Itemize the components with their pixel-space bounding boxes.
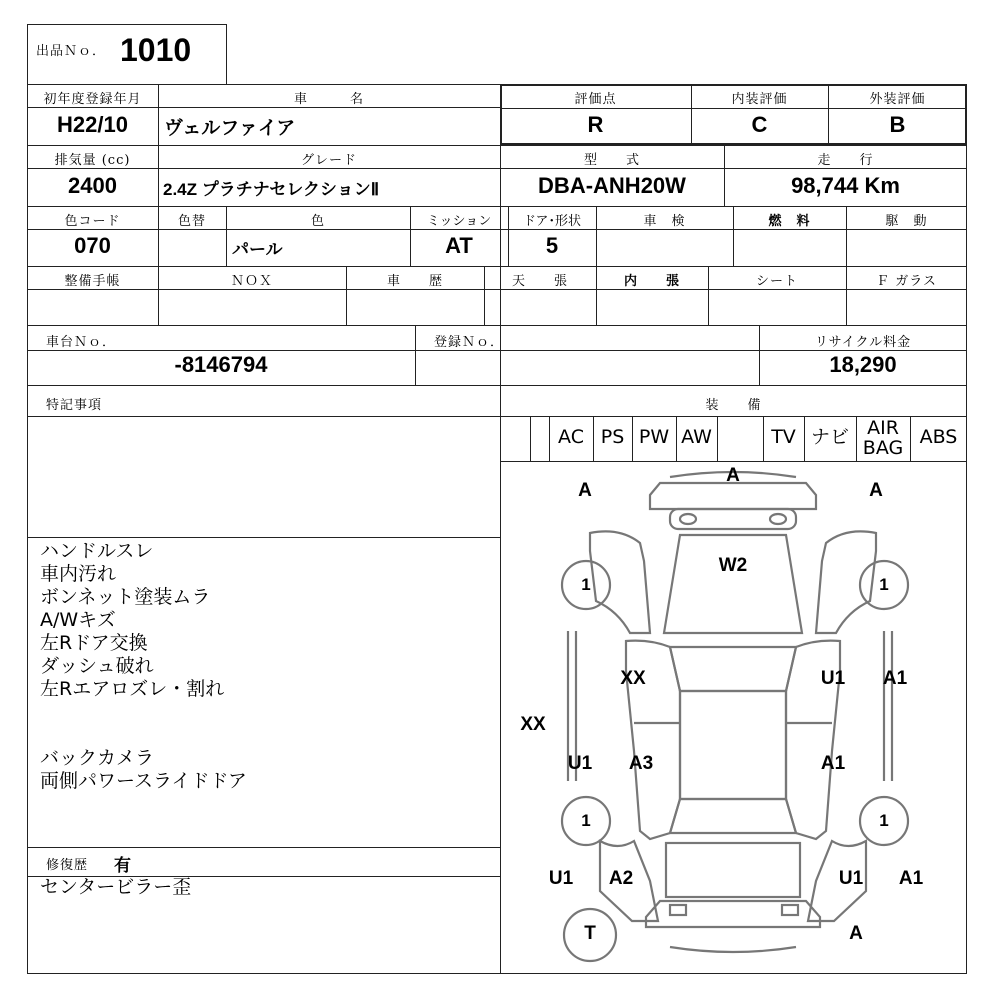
score-value: R xyxy=(587,112,604,137)
equipment-item: ABS xyxy=(919,426,958,448)
reg-date: H22/10 xyxy=(57,112,128,137)
recolor-label: 色替 xyxy=(177,214,206,229)
damage-mark: U1 xyxy=(820,668,846,689)
mission-label: ミッション xyxy=(426,214,492,229)
notes-label: 特記事項 xyxy=(46,398,103,413)
fuel-label: 燃 料 xyxy=(768,214,811,229)
note-line: 両側パワースライドドア xyxy=(40,770,247,792)
damage-mark: 1 xyxy=(879,575,889,594)
mileage-label: 走 行 xyxy=(817,153,874,168)
damage-mark: A3 xyxy=(628,753,654,774)
damage-mark: XX xyxy=(620,668,646,689)
damage-mark: 1 xyxy=(581,811,591,830)
damage-mark: U1 xyxy=(567,753,593,774)
note-line: ボンネット塗装ムラ xyxy=(40,586,211,608)
interior-grade: C xyxy=(751,112,768,137)
damage-mark: W2 xyxy=(718,555,748,576)
equipment-item: ナビ xyxy=(810,426,849,448)
inspection-label: 車 検 xyxy=(643,214,686,229)
door-label: ドア･形状 xyxy=(522,214,582,229)
repair-history: 有 xyxy=(114,856,131,875)
equipment-label: 装 備 xyxy=(705,398,762,413)
displacement-label: 排気量 (cc) xyxy=(54,153,131,168)
equipment-item: AW xyxy=(681,426,712,448)
damage-mark: A xyxy=(849,923,863,944)
front-glass-label: Ｆ ガラス xyxy=(876,274,937,289)
ceiling-label: 天 張 xyxy=(511,274,568,289)
recycle-fee: 18,290 xyxy=(829,352,897,377)
exterior-grade-label: 外装評価 xyxy=(869,92,926,107)
grade: 2.4Z プラチナセレクションⅡ xyxy=(163,180,380,199)
lot-number-label: 出品Ｎｏ． xyxy=(36,44,107,59)
drive-label: 駆 動 xyxy=(885,214,928,229)
recycle-fee-label: リサイクル料金 xyxy=(814,335,912,350)
equipment-item: PW xyxy=(638,426,670,448)
car-diagram xyxy=(500,461,967,973)
displacement: 2400 xyxy=(68,173,117,198)
note-line: ダッシュ破れ xyxy=(40,655,154,677)
lot-number: 1010 xyxy=(120,32,192,68)
interior-trim-label: 内 張 xyxy=(623,274,680,289)
repair-history-label: 修復歴 xyxy=(46,858,89,873)
color: パール xyxy=(232,240,283,259)
note-line: 左Rエアロズレ・割れ xyxy=(40,678,225,700)
interior-grade-label: 内装評価 xyxy=(731,92,788,107)
note-line xyxy=(40,724,247,747)
equipment-item: PS xyxy=(600,426,625,448)
car-name: ヴェルファイア xyxy=(164,118,296,139)
maintenance-record-label: 整備手帳 xyxy=(64,274,121,289)
damage-mark: 1 xyxy=(581,575,591,594)
damage-mark: A1 xyxy=(882,668,908,689)
seat-label: シート xyxy=(755,274,798,289)
exterior-grade: B xyxy=(889,112,906,137)
damage-mark: A1 xyxy=(820,753,846,774)
model-label: 型 式 xyxy=(583,153,640,168)
registration-no-label: 登録Ｎｏ． xyxy=(434,335,505,350)
chassis-no-label: 車台Ｎｏ． xyxy=(46,335,117,350)
color-label: 色 xyxy=(310,214,325,229)
damage-mark: 1 xyxy=(879,811,889,830)
note-line: バックカメラ xyxy=(40,747,155,769)
equipment-item: TV xyxy=(771,426,796,448)
damage-mark: A1 xyxy=(898,868,924,889)
note-line: 左Rドア交換 xyxy=(40,632,148,654)
note-line: ハンドルスレ xyxy=(40,540,154,562)
mission: AT xyxy=(445,233,473,258)
note-line: 車内汚れ xyxy=(40,563,117,585)
damage-mark: XX xyxy=(520,714,546,735)
mileage: 98,744 Km xyxy=(791,173,900,198)
damage-mark: A xyxy=(578,480,592,501)
damage-mark: A2 xyxy=(608,868,634,889)
damage-mark: A xyxy=(726,465,740,486)
damage-mark: U1 xyxy=(838,868,864,889)
note-line: A/Wキズ xyxy=(40,609,116,631)
color-code-label: 色コード xyxy=(64,214,121,229)
door: 5 xyxy=(545,233,559,258)
score-label: 評価点 xyxy=(574,92,617,107)
car-history-label: 車 歴 xyxy=(386,274,443,289)
reg-date-label: 初年度登録年月 xyxy=(43,92,142,107)
grade-label: グレード xyxy=(300,153,357,168)
nox-label: ＮＯＸ xyxy=(230,274,273,289)
color-code: 070 xyxy=(74,233,111,258)
model: DBA-ANH20W xyxy=(538,173,686,198)
notes-list xyxy=(40,540,247,793)
equipment-item: AC xyxy=(558,426,584,448)
equipment-item: AIR BAG xyxy=(862,417,904,459)
damage-mark: T xyxy=(584,923,596,944)
damage-mark: A xyxy=(869,480,883,501)
note-line xyxy=(40,701,247,724)
car-name-label: 車 名 xyxy=(293,92,364,107)
chassis-no: -8146794 xyxy=(174,352,268,377)
repair-note: センタービラー歪 xyxy=(40,876,192,898)
damage-mark: U1 xyxy=(548,868,574,889)
